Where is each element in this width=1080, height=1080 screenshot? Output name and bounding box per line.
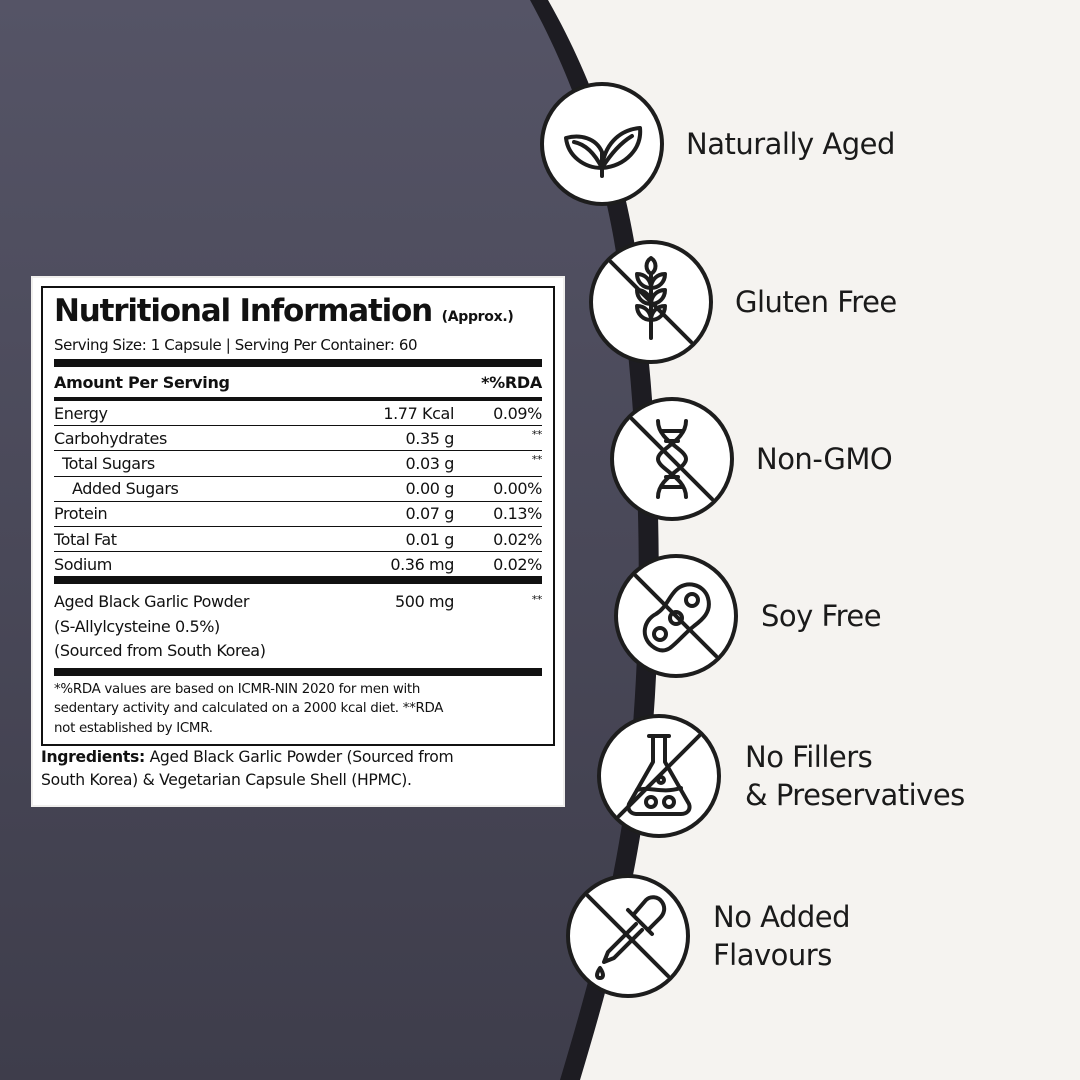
leaf-icon	[544, 86, 660, 202]
feature-label-line: No Fillers	[745, 740, 873, 774]
table-row	[54, 477, 542, 502]
garlic-line: (S-Allylcysteine 0.5%)	[54, 616, 220, 636]
nutrient-amount: 0.35 g	[405, 428, 454, 448]
table-row	[54, 426, 542, 451]
nutrient-name: Total Sugars	[62, 453, 155, 473]
title-note: (Approx.)	[441, 309, 514, 325]
nutrient-amount: 0.07 g	[405, 504, 454, 524]
dropper-crossed-icon	[570, 878, 686, 994]
nutrient-rda: **	[531, 453, 542, 467]
header-amount: Amount Per Serving	[54, 372, 230, 392]
garlic-row	[54, 584, 542, 668]
nutrient-amount: 1.77 Kcal	[383, 403, 454, 423]
nutrient-rda: 0.02%	[493, 554, 542, 574]
feature-label	[745, 738, 965, 814]
dna-crossed-icon	[614, 401, 730, 517]
garlic-rda: **	[531, 593, 542, 607]
serving-info: Serving Size: 1 Capsule | Serving Per Container: 60	[54, 336, 418, 354]
nutrient-rda: 0.09%	[493, 403, 542, 423]
feature-label-line: Flavours	[713, 938, 832, 972]
divider	[54, 359, 542, 367]
divider	[54, 668, 542, 676]
ingredients-label: Ingredients:	[41, 748, 145, 766]
feature-badge	[540, 82, 664, 206]
feature-badge	[597, 714, 721, 838]
garlic-name	[54, 590, 354, 664]
nutrition-table	[41, 286, 555, 746]
feature-label	[735, 283, 897, 321]
garlic-line: (Sourced from South Korea)	[54, 641, 266, 661]
table-row	[54, 552, 542, 576]
footnote-line: *%RDA values are based on ICMR-NIN 2020 for men with	[54, 681, 421, 697]
nutrient-name: Energy	[54, 403, 108, 423]
table-header	[54, 367, 542, 397]
table-row	[54, 527, 542, 552]
wheat-crossed-icon	[593, 244, 709, 360]
feature-label-line: Soy Free	[761, 599, 882, 633]
footnote	[54, 676, 542, 741]
nutrient-amount: 0.01 g	[405, 529, 454, 549]
garlic-line: Aged Black Garlic Powder	[54, 592, 250, 612]
table-row	[54, 502, 542, 527]
flask-crossed-icon	[601, 718, 717, 834]
nutrient-amount: 0.36 mg	[390, 554, 454, 574]
ingredients-text: Aged Black Garlic Powder (Sourced from	[149, 748, 454, 766]
nutrient-rda: 0.13%	[493, 504, 542, 524]
nutrient-rows	[54, 401, 542, 576]
nutrient-rda: 0.02%	[493, 529, 542, 549]
nutrient-name: Protein	[54, 504, 108, 524]
feature-badge	[610, 397, 734, 521]
garlic-amount: 500 mg	[395, 592, 454, 612]
ingredients-text-2: South Korea) & Vegetarian Capsule Shell (HPMC).	[41, 771, 412, 789]
table-row	[54, 401, 542, 426]
feature-label-line: & Preservatives	[745, 778, 965, 812]
feature-badge	[614, 554, 738, 678]
footnote-line: sedentary activity and calculated on a 2000 kcal diet. **RDA	[54, 701, 444, 717]
nutrient-rda: 0.00%	[493, 479, 542, 499]
nutrient-amount: 0.00 g	[405, 479, 454, 499]
footnote-line: not established by ICMR.	[54, 720, 213, 736]
feature-label	[713, 898, 850, 974]
ingredients	[41, 746, 555, 792]
feature-label-line: Gluten Free	[735, 285, 897, 319]
nutrient-rda: **	[531, 428, 542, 442]
soybean-crossed-icon	[618, 558, 734, 674]
nutrient-amount: 0.03 g	[405, 453, 454, 473]
feature-label-line: No Added	[713, 900, 851, 934]
nutrient-name: Total Fat	[54, 529, 117, 549]
header-rda: *%RDA	[481, 372, 542, 392]
nutrient-name: Added Sugars	[72, 479, 179, 499]
nutrition-label	[31, 276, 565, 807]
nutrition-title: Nutritional Information (Approx.)	[54, 293, 514, 329]
feature-label	[756, 440, 892, 478]
nutrient-name: Carbohydrates	[54, 428, 167, 448]
feature-label-line: Non-GMO	[756, 442, 893, 476]
feature-badge	[566, 874, 690, 998]
feature-label-line: Naturally Aged	[686, 127, 895, 161]
nutrient-name: Sodium	[54, 554, 112, 574]
feature-label	[686, 125, 895, 163]
divider	[54, 576, 542, 584]
table-row	[54, 451, 542, 476]
feature-label	[761, 597, 881, 635]
feature-badge	[589, 240, 713, 364]
